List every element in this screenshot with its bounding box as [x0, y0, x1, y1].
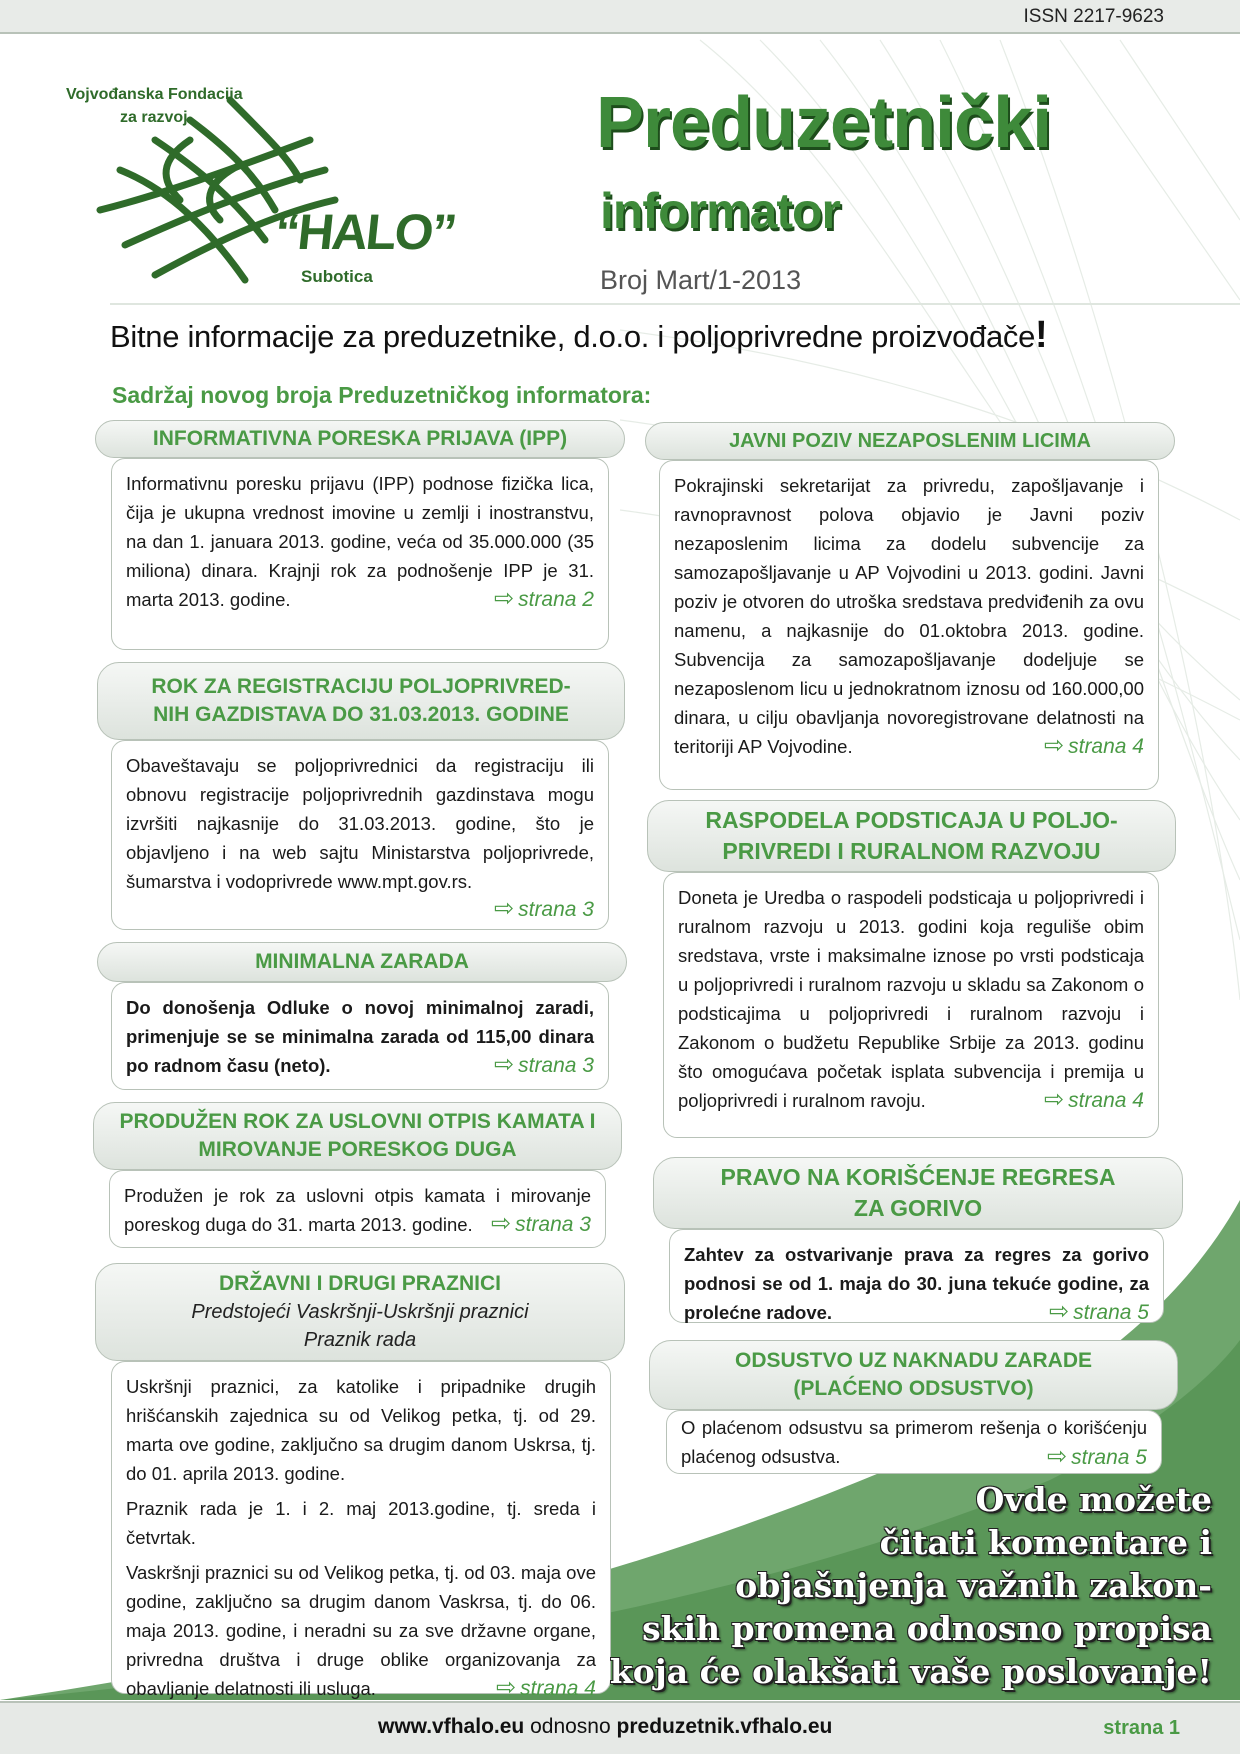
section-text: Produžen je rok za uslovni otpis kamata i mirovanje poreskog duga do 31. marta 2013. godine.	[124, 1185, 591, 1235]
tagline-mark: !	[1035, 314, 1048, 356]
top-bar	[0, 0, 1240, 34]
page-link-label: strana 4	[1068, 735, 1144, 758]
section-text: Obaveštavaju se poljoprivrednici da registraciju ili obnovu registracije poljoprivrednih gazdinstava mogu izvršiti najkasnije do 31.03.2013. godine, što je objavljeno i na web sajtu Ministarstva poljoprivrede, šumarstva i vodoprivrede www.mpt.gov.rs.	[126, 755, 594, 892]
section-body-javni-poziv	[659, 460, 1159, 790]
arrow-right-outline-icon: ⇨	[491, 1210, 512, 1237]
arrow-right-outline-icon: ⇨	[1044, 1086, 1065, 1113]
section-title: JAVNI POZIV NEZAPOSLENIM LICIMA	[729, 429, 1091, 452]
section-text: Informativnu poresku prijavu (IPP) podnose fizička lica, čija je ukupna vrednost imovine u zemlji i inostranstvu, na dan 1. januara 2013. godine, veća od 35.000.000 (35 miliona) dinara. Krajnji rok za podnošenje IPP je 31. marta 2013. godine.	[126, 473, 594, 610]
promo-line: koja će olakšati vaše poslovanje!	[609, 1652, 1212, 1691]
section-title: ROK ZA REGISTRACIJU POLJOPRIVRED-NIH GAZDISTAVA DO 31.03.2013. GODINE	[151, 674, 571, 726]
page-link-label: strana 5	[1073, 1301, 1149, 1324]
promo-line: Ovde možete	[975, 1480, 1212, 1519]
section-header-registracija[interactable]	[97, 662, 625, 740]
section-text: O plaćenom odsustvu sa primerom rešenja o korišćenju plaćenog odsustva.	[681, 1417, 1147, 1467]
section-header-praznici[interactable]	[95, 1263, 625, 1361]
foundation-logo	[60, 80, 460, 300]
section-title: INFORMATIVNA PORESKA PRIJAVA (IPP)	[152, 426, 568, 450]
logo-line-2: za razvoj	[120, 109, 188, 126]
masthead-title: Preduzetnički	[596, 83, 1052, 163]
section-body-registracija	[111, 740, 609, 930]
promo-line: skih promena odnosno propisa	[642, 1609, 1212, 1648]
logo-line-1: Vojvođanska Fondacija	[66, 86, 243, 103]
section-body-minimalna-zarada	[111, 982, 609, 1090]
section-header-regres-za-gorivo[interactable]	[653, 1157, 1183, 1229]
page-number: strana 1	[1103, 1717, 1180, 1739]
arrow-right-outline-icon: ⇨	[494, 895, 515, 922]
tagline-text: Bitne informacije za preduzetnike, d.o.o. i poljoprivredne proizvođače	[110, 319, 1036, 354]
section-subtitle: Predstojeći Vaskršnji-Uskršnji praznici	[191, 1301, 529, 1324]
page-link-label: strana 2	[518, 588, 594, 611]
section-text: Pokrajinski sekretarijat za privredu, zapošljavanje i ravnopravnost polova objavio je Javni poziv nezaposlenim licima za dodelu subvencije za samozapošljavanje u AP Vojvodini u 2013. godini. Javni poziv je otvoren do utroška sredstava predviđenih za ovu namenu, a najkasnije do 01.oktobra 2013. godine. Subvencija za samozapošljavanje dodeljuje se nezaposlenom licu u jednokratnom iznosu od 160.000,00 dinara, u cilju obavljanja novoregistrovane delatnosti na teritoriji AP Vojvodine.	[674, 475, 1144, 757]
page-link-label: strana 4	[520, 1677, 596, 1700]
arrow-right-outline-icon: ⇨	[494, 1051, 515, 1078]
issue-number: Broj Mart/1-2013	[600, 265, 802, 295]
section-header-minimalna-zarada[interactable]	[97, 942, 627, 982]
arrow-right-outline-icon: ⇨	[496, 1674, 517, 1701]
promo-line: objašnjenja važnih zakon-	[735, 1566, 1212, 1605]
section-body-odsustvo	[666, 1410, 1162, 1474]
section-title: RASPODELA PODSTICAJA U POLJO-PRIVREDI I RURALNOM RAZVOJU	[705, 806, 1118, 864]
section-body-regres-za-gorivo	[669, 1229, 1164, 1323]
footer	[0, 1701, 1240, 1754]
section-text: Zahtev za ostvarivanje prava za regres za gorivo podnosi se od 1. maja do 30. juna tekuće godine, za prolećne radove.	[684, 1244, 1149, 1323]
section-title: PRAVO NA KORIŠĆENJE REGRESA ZA GORIVO	[720, 1163, 1116, 1221]
page-link[interactable]	[126, 896, 594, 923]
section-title: MINIMALNA ZARADA	[255, 949, 469, 973]
section-header-ipp[interactable]	[95, 420, 625, 458]
promo-text	[600, 1478, 1212, 1693]
logo-name: “HALO”	[272, 204, 458, 260]
section-title: ODSUSTVO UZ NAKNADU ZARADE (PLAĆENO ODSUSTVO)	[735, 1348, 1092, 1400]
arrow-right-outline-icon: ⇨	[1049, 1298, 1070, 1325]
footer-connector: odnosno	[530, 1715, 611, 1738]
issn: ISSN 2217-9623	[1023, 6, 1164, 27]
section-title: PRODUŽEN ROK ZA USLOVNI OTPIS KAMATA I MIROVANJE PORESKOG DUGA	[119, 1109, 596, 1161]
footer-url-preduzetnik[interactable]: preduzetnik.vfhalo.eu	[616, 1715, 833, 1738]
section-title: DRŽAVNI I DRUGI PRAZNICI	[219, 1271, 501, 1295]
section-body-produzen-rok	[109, 1170, 606, 1248]
section-text: Vaskršnji praznici su od Velikog petka, tj. od 03. maja ove godine, zaključno sa drugim danom Vaskrsa, tj. do 06. maja 2013. godine, i neradni su za sve državne organe, privredna društva i druge oblike organizovanja za obavljanje delatnosti ili usluga.	[126, 1562, 596, 1699]
section-header-produzen-rok[interactable]	[93, 1102, 622, 1170]
divider	[110, 303, 1240, 305]
section-subtitle: Praznik rada	[303, 1329, 417, 1352]
arrow-right-outline-icon: ⇨	[1044, 732, 1065, 759]
contents-heading: Sadržaj novog broja Preduzetničkog informatora:	[112, 382, 652, 408]
section-body-ipp	[111, 458, 609, 650]
masthead-subtitle: informator	[600, 183, 840, 239]
footer-links	[378, 1715, 832, 1739]
page-link-label: strana 5	[1071, 1446, 1147, 1469]
section-header-raspodela-podsticaja[interactable]	[647, 800, 1176, 872]
page-link-label: strana 3	[515, 1213, 591, 1236]
page-link-label: strana 3	[518, 898, 594, 921]
arrow-right-outline-icon: ⇨	[494, 585, 515, 612]
section-text: Do donošenja Odluke o novoj minimalnoj zaradi, primenjuje se se minimalna zarada od 115,00 dinara po radnom času (neto).	[126, 997, 594, 1076]
section-body-raspodela-podsticaja	[663, 872, 1159, 1138]
promo-line: čitati komentare i	[879, 1523, 1212, 1562]
section-body-praznici	[111, 1361, 611, 1701]
tagline	[110, 314, 1047, 357]
section-text: Praznik rada je 1. i 2. maj 2013.godine, tj. sreda i četvrtak.	[126, 1498, 596, 1548]
section-header-javni-poziv[interactable]	[645, 422, 1175, 460]
logo-city: Subotica	[301, 267, 373, 286]
page-link-label: strana 4	[1068, 1089, 1144, 1112]
section-header-odsustvo[interactable]	[649, 1340, 1178, 1410]
section-text: Doneta je Uredba o raspodeli podsticaja u poljoprivredi i ruralnom razvoju u 2013. godini koja reguliše obim sredstava, vrste i maksimalne iznose po vrsti podsticaja u poljoprivredi i ruralnom razvoju u skladu sa Zakonom o podsticajima u poljoprivredi i ruralnom razvoju i Zakonom o budžetu Republike Srbije za 2013. godinu što omogućava početak isplata subvencija i premija u poljoprivredi i ruralnom ravoju.	[678, 887, 1144, 1111]
arrow-right-outline-icon: ⇨	[1047, 1443, 1068, 1470]
page-link-label: strana 3	[518, 1054, 594, 1077]
section-text: Uskršnji praznici, za katolike i pripadnike drugih hrišćanskih zajednica su od Velikog petka, tj. od 29. marta ove godine, zaključno sa drugim danom Uskrsa, tj. do 01. aprila 2013. godine.	[126, 1376, 596, 1484]
footer-url-main[interactable]: www.vfhalo.eu	[378, 1715, 525, 1738]
